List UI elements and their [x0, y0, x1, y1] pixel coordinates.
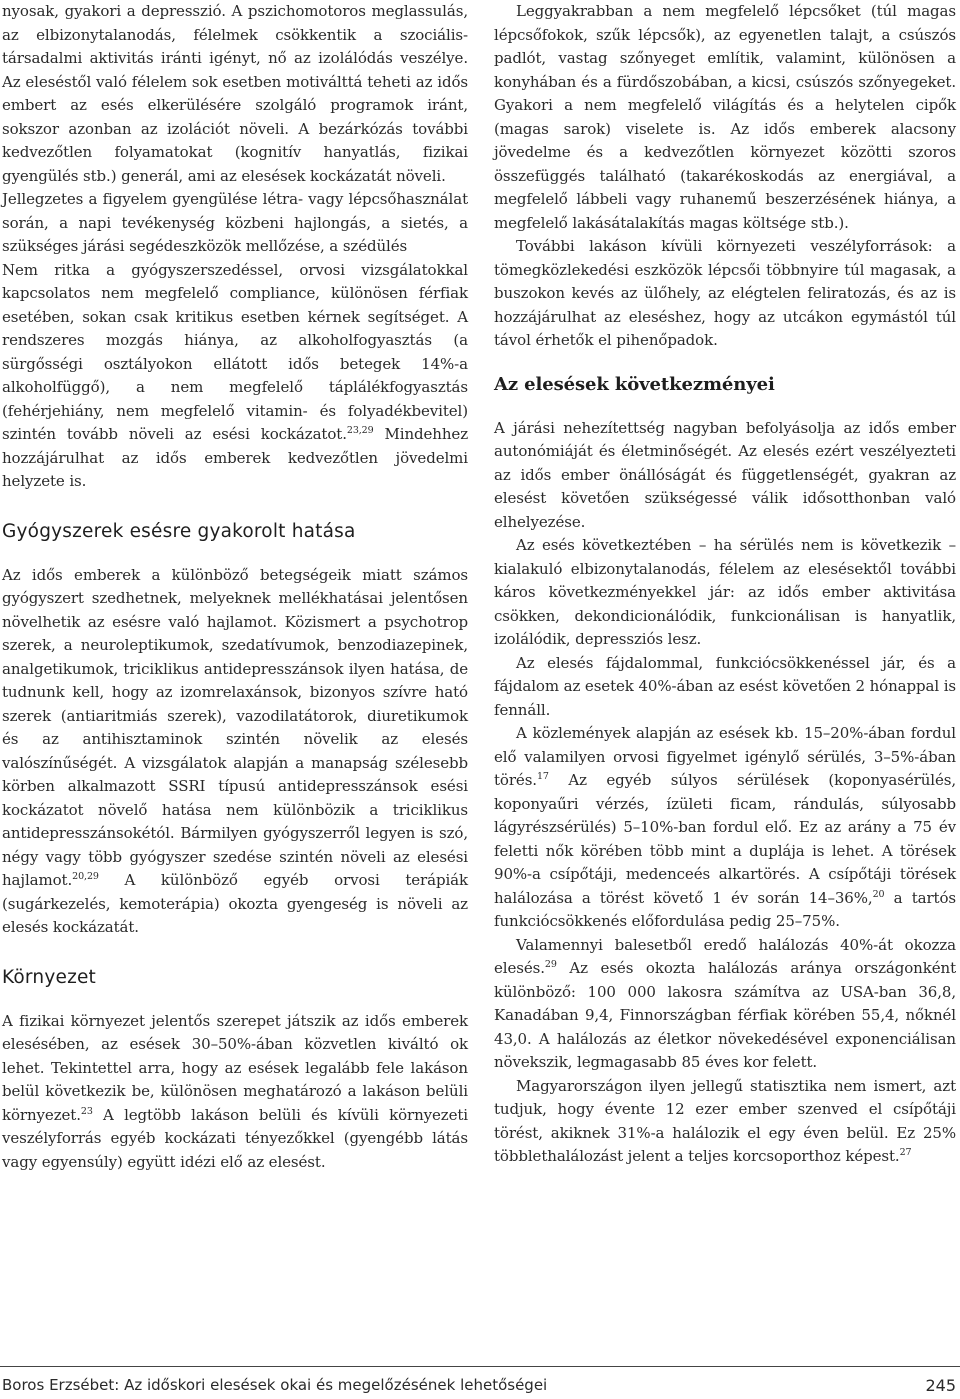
paragraph: Leggyakrabban a nem megfelelő lépcsőket (túl magas lépcsőfokok, szűk lépcsők), az egyenetlen talajt, a csúszós padlót, vastag szőnyeget említik, valamint, különösen a konyhában és a fürdőszobában, a kicsi, csúszós szőnyegeket. Gyakori a nem megfelelő világítás és a helytelen cipők (magas sarok) viselete is. Az idős emberek alacsony jövedelme és a kedvezőtlen környezet közötti szoros összefüggés található (takarékoskodás az energiával, a megfelelő lábbeli vagy ruhanemű beszerzésének hiánya, a megfelelő lakásátalakítás magas költsége stb.). [494, 2, 956, 232]
paragraph: A közlemények alapján az esések kb. 15–20%-ában fordul elő valamilyen orvosi figyelmet igénylő sérülés, 3–5%-ában törés.$^{17}$ Az egyéb súlyos sérülések (koponyasérülés, koponyaűri vérzés, ízületi ficam, rándulás, súlyosabb lágyrészsérülés) 5–10%-ban fordul elő. Ez az arány a 75 év feletti nők körében több mint a duplája is lehet. A törések 90%-a csípőtáji, medenceés alkartörés. A csípőtáji törések halálozása a törést követő 1 év során 14–36%,$^{20}$ a tartós funkciócsökkenés előfordulása pedig 25–75%. [494, 724, 956, 930]
paragraph: A fizikai környezet jelentős szerepet játszik az idős emberek elesésében, az esések 30–50%-ában közvetlen kiváltó ok lehet. Tekintettel arra, hogy az esések legalább fele lakáson belül következik be, különösen meghatározó a lakáson belüli környezet.$^{23}$ A legtöbb lakáson belüli és kívüli környezeti veszélyforrás egyéb kockázati tényezőkkel (gyengébb látás vagy egyensúly) együtt idézi elő az elesést. [2, 1011, 468, 1171]
paragraph: Az idős emberek a különböző betegségeik miatt számos gyógyszert szedhetnek, melyeknek mellékhatásai jelentősen növelhetik az esésre való hajlamot. Közismert a psychotrop szerek, a neuroleptikumok, szedatívumok, benzodiazepinek, analgetikumok, triciklikus antidepresszánsok ilyen hatása, de tudnunk kell, hogy az izomrelaxánsok, bizonyos szívre ható szerek (antiaritmiás szerek), vazodilatátorok, diuretikumok és az antihisztaminok szintén növelik az elesés valószínűségét. A vizsgálatok alapján a manapság szélesebb körben alkalmazott SSRI típusú antidepresszánsok esési kockázatot növelő hatása nem különbözik a triciklikus antidepresszánsokétól. Bármilyen gyógyszerről legyen is szó, négy vagy több gyógyszer szedése szintén növeli az elesési hajlamot.$^{20,29}$ A különböző egyéb orvosi terápiák (sugárkezelés, kemoterápia) okozta gyengeség is növeli az elesés kockázatát. [2, 565, 468, 936]
reference: 20,29 [72, 871, 99, 882]
paragraph: Magyarországon ilyen jellegű statisztika nem ismert, azt tudjuk, hogy évente 12 ezer ember szenved el csípőtáji törést, akiknek 31%-a halálozik el egy éven belül. Ez 25% többlethalálozást jelent a teljes korcsoporthoz képest.$^{27}$ [494, 1076, 956, 1165]
page-number: 245 [925, 1376, 956, 1395]
right-column [494, 0, 956, 1169]
reference: 17 [536, 771, 549, 782]
paragraph: Az elesés fájdalommal, funkciócsökkenéssel jár, és a fájdalom az esetek 40%-ában az esést követően 2 hónappal is fennáll. [494, 653, 956, 719]
left-column [2, 0, 468, 1174]
paragraph: Az esés következtében – ha sérülés nem is következik – kialakuló elbizonytalanodás, félelem az elesésektől további káros következményekkel jár: az idős ember aktivitása csökken, dekondicionálódik, funkcionálisan is hanyatlik, izolálódik, depressziós lesz. [494, 536, 956, 648]
section-heading-environment: Környezet [2, 966, 97, 988]
running-title: Boros Erzsébet: Az időskori elesések okai és megelőzésének lehetőségei [2, 1376, 548, 1394]
paragraph: További lakáson kívüli környezeti veszélyforrások: a tömegközlekedési eszközök lépcsői többnyire túl magasak, a buszokon kevés az ülőhely, az elégtelen feliratozás, és az is hozzájárulhat az eleséshez, hogy az utcákon egymástól túl távol érhetők el pihenőpadok. [494, 237, 956, 349]
reference: 29 [544, 959, 557, 970]
paragraph: A járási nehezítettség nagyban befolyásolja az idős ember autonómiáját és életminőségét. Az elesés ezért veszélyezteti az idős ember önállóságát és függetlenségét, gyakran az elesést követően szükségessé válik idősotthonban való elhelyezése. [494, 418, 956, 531]
paragraph: Nem ritka a gyógyszerszedéssel, orvosi vizsgálatokkal kapcsolatos nem megfelelő compliance, különösen férfiak esetében, sokan csak kritikus esetben kérnek segítséget. A rendszeres mozgás hiánya, az alkoholfogyasztás (a sürgősségi osztályokon ellátott idős betegek 14%-a alkoholfüggő), a nem megfelelő táplálékfogyasztás (fehérjehiány, nem megfelelő vitamin- és folyadékbevitel) szintén tovább növeli az esési kockázatot.$^{23,29}$ Mindehhez hozzájárulhat az idős emberek kedvezőtlen jövedelmi helyzete is. [2, 260, 468, 490]
footer-divider [0, 1366, 960, 1367]
paragraph: Jellegzetes a figyelem gyengülése létra- vagy lépcsőhasználat során, a napi tevékenység közbeni hajlongás, a sietés, a szükséges járási segédeszközök mellőzése, a szédülés [2, 190, 468, 255]
paragraph: Valamennyi balesetből eredő halálozás 40%-át okozza elesés.$^{29}$ Az esés okozta halálozás aránya országonként különböző: 100 000 lakosra számítva az USA-ban 36,8, Kanadában 9,4, Finnországban férfiak körében 55,4, nőknél 43,0. A halálozás az életkor növekedésével exponenciálisan növekszik, legmagasabb 85 éves kor felett. [494, 935, 956, 1071]
reference: 27 [899, 1147, 912, 1158]
reference: 23,29 [346, 425, 374, 436]
section-heading-consequences: Az elesések következményei [494, 373, 775, 395]
reference: 20 [872, 888, 885, 900]
reference: 23 [80, 1105, 93, 1117]
section-heading-drugs: Gyógyszerek esésre gyakorolt hatása [2, 520, 356, 542]
paragraph: nyosak, gyakori a depresszió. A pszichomotoros meglassulás, az elbizonytalanodás, félelmek csökkentik a szociális-társadalmi aktivitás iránti igényt, nő az izolálódás veszélye. Az eleséstől való félelem sok esetben motiválttá teheti az idős embert az esés elkerülésére szolgáló programok iránt, sokszor azonban az izolációt növeli. A bezárkózás további kedvezőtlen folyamatokat (kognitív hanyatlás, fizikai gyengülés stb.) generál, ami az elesések kockázatát növeli. [2, 2, 468, 185]
